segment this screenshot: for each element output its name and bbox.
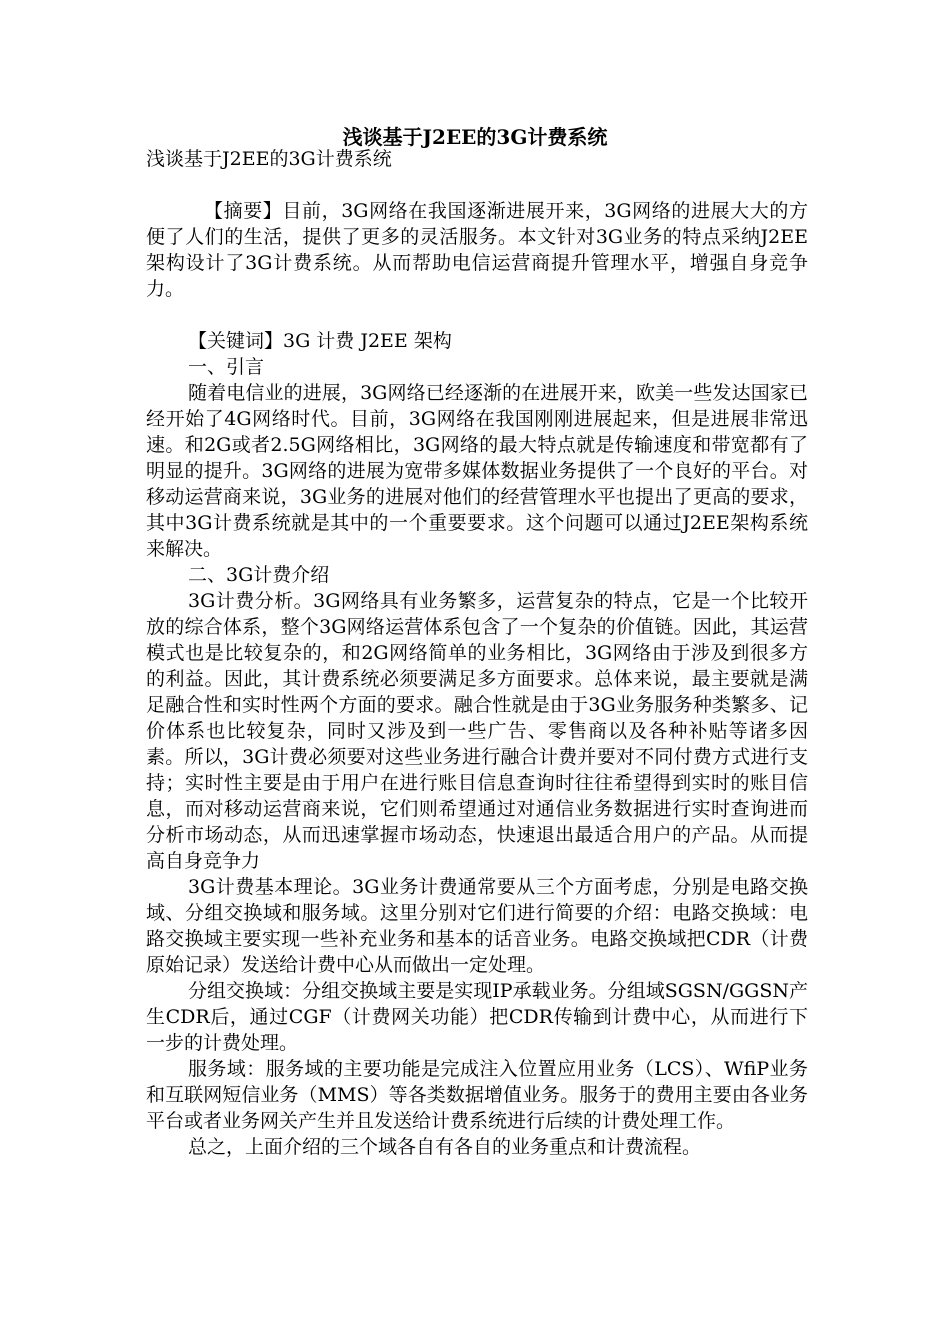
billing-analysis-paragraph: 3G计费分析。3G网络具有业务繁多，运营复杂的特点，它是一个比较开放的综合体系，整个3G网络运营体系包含了一个复杂的价值链。因此，其运营模式也是比较复杂的，和2G网络简单的业务相比，3G网络由于涉及到很多方的利益。因此，其计费系统必须要满足多方面要求。总体来说，最主要就是满足融合性和实时性两个方面的要求。融合性就是由于3G业务服务种类繁多、记价体系也比较复杂，同时又涉及到一些广告、零售商以及各种补贴等诸多因素。所以，3G计费必须要对这些业务进行融合计费并要对不同付费方式进行支持；实时性主要是由于用户在进行账目信息查询时往往希望得到实时的账目信息，而对移动运营商来说，它们则希望通过对通信业务数据进行实时查询进而分析市场动态，从而迅速掌握市场动态，快速退出最适合用户的产品。从而提高自身竞争力 xyxy=(146,590,808,872)
introduction-paragraph: 随着电信业的进展，3G网络已经逐渐的在进展开来，欧美一些发达国家已经开始了4G网络时代。目前，3G网络在我国刚刚进展起来，但是进展非常迅速。和2G或者2.5G网络相比，3G网络的最大特点就是传输速度和带宽都有了明显的提升。3G网络的进展为宽带多媒体数据业务提供了一个良好的平台。对移动运营商来说，3G业务的进展对他们的经营管理水平也提出了更高的要求，其中3G计费系统就是其中的一个重要要求。这个问题可以通过J2EE架构系统来解决。 xyxy=(146,382,808,560)
packet-domain-paragraph: 分组交换域：分组交换域主要是实现IP承载业务。分组域SGSN/GGSN产生CDR后，通过CGF（计费网关功能）把CDR传输到计费中心，从而进行下一步的计费处理。 xyxy=(146,980,808,1054)
blank-line xyxy=(146,172,808,198)
document-body xyxy=(146,146,808,1160)
document-title: 浅谈基于J2EE的3G计费系统 xyxy=(342,125,608,149)
abstract-paragraph: 【摘要】目前，3G网络在我国逐渐进展开来，3G网络的进展大大的方便了人们的生活，提供了更多的灵活服务。本文针对3G业务的特点采纳J2EE架构设计了3G计费系统。从而帮助电信运营商提升管理水平，增强自身竞争力。 xyxy=(146,200,808,300)
blank-line xyxy=(146,302,808,328)
summary-paragraph: 总之，上面介绍的三个域各自有各自的业务重点和计费流程。 xyxy=(188,1136,702,1158)
document-subtitle: 浅谈基于J2EE的3G计费系统 xyxy=(146,148,392,170)
section-heading-introduction: 一、引言 xyxy=(188,356,265,378)
keywords-line: 【关键词】3G 计费 J2EE 架构 xyxy=(188,330,452,352)
section-heading-3g-billing: 二、3G计费介绍 xyxy=(188,564,330,586)
billing-theory-paragraph: 3G计费基本理论。3G业务计费通常要从三个方面考虑，分别是电路交换域、分组交换域和服务域。这里分别对它们进行简要的介绍：电路交换域：电路交换域主要实现一些补充业务和基本的话音业务。电路交换域把CDR（计费原始记录）发送给计费中心从而做出一定处理。 xyxy=(146,876,808,976)
service-domain-paragraph: 服务域：服务域的主要功能是完成注入位置应用业务（LCS）、WfiP业务和互联网短信业务（MMS）等各类数据增值业务。服务于的费用主要由各业务平台或者业务网关产生并且发送给计费系统进行后续的计费处理工作。 xyxy=(146,1058,808,1132)
